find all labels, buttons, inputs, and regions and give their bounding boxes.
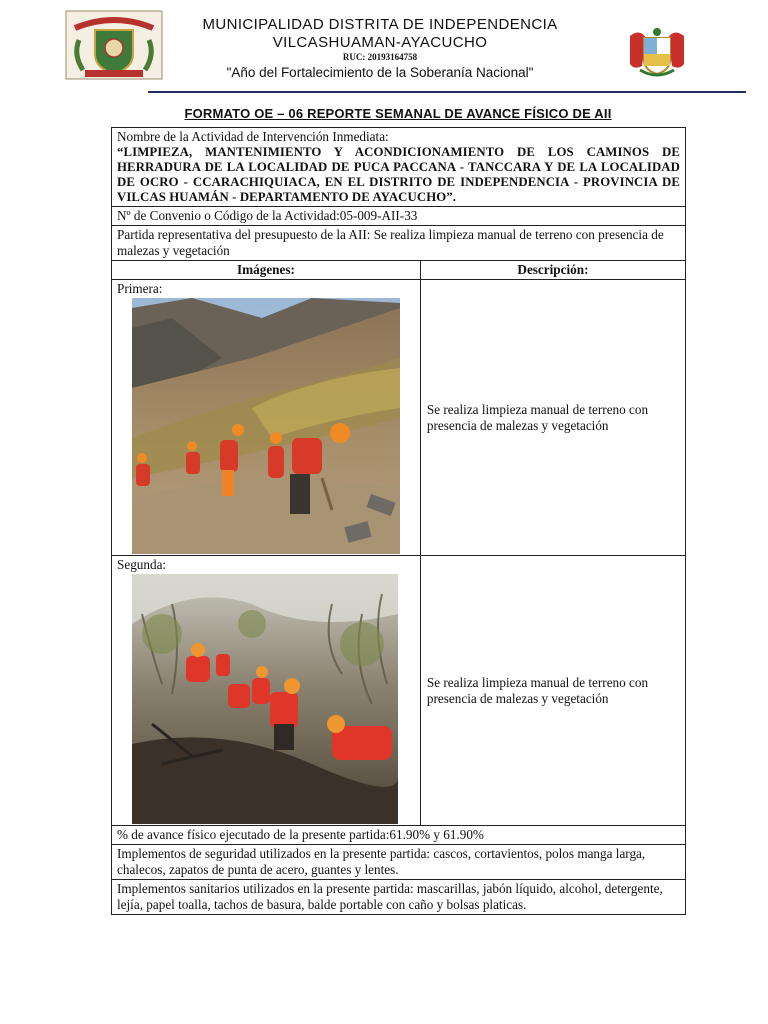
sanitarios-cell: Implementos sanitarios utilizados en la presente partida: mascarillas, jabón líquido, alcohol, detergente, lejía, papel toalla, tachos de basura, balde portable con caño y bolsas platicas. — [112, 880, 686, 915]
municipality-name: MUNICIPALIDAD DISTRITA DE INDEPENDENCIA — [202, 16, 558, 33]
sanitarios-row — [112, 880, 686, 915]
partida-row — [112, 226, 686, 261]
image-cell-second — [112, 556, 421, 826]
image-row-first — [112, 280, 686, 556]
format-title: FORMATO OE – 06 REPORTE SEMANAL DE AVANCE FÍSICO DE AII — [184, 106, 612, 121]
convenio-cell: Nº de Convenio o Código de la Actividad:05-009-AII-33 — [112, 207, 686, 226]
partida-cell: Partida representativa del presupuesto de la AII: Se realiza limpieza manual de terreno con presencia de malezas y vegetación — [112, 226, 686, 261]
column-header-row — [112, 261, 686, 280]
activity-label: Nombre de la Actividad de Intervención Inmediata: — [117, 129, 389, 144]
worksite-photo-first — [132, 298, 400, 554]
municipality-location: VILCASHUAMAN-AYACUCHO — [272, 34, 488, 51]
year-motto: "Año del Fortalecimiento de la Soberanía Nacional" — [226, 65, 534, 80]
seguridad-cell: Implementos de seguridad utilizados en la presente partida: cascos, cortavientos, polos manga larga, chalecos, zapatos de punta de acero, guantes y lentes. — [112, 845, 686, 880]
image-cell-first — [112, 280, 421, 556]
activity-name: “LIMPIEZA, MANTENIMIENTO Y ACONDICIONAMIENTO DE LOS CAMINOS DE HERRADURA DE LA LOCALIDAD DE PUCA PACCANA - TANCCARA Y DE LA LOCALIDAD DE OCRO - CCARACHIQUIACA, EN EL DISTRITO DE INDEPENDENCIA - PROVINCIA DE VILCAS HUAMÁN - DEPARTAMENTO DE AYACUCHO”. — [117, 145, 680, 204]
seguridad-row — [112, 845, 686, 880]
image-row-second — [112, 556, 686, 826]
municipal-seal-icon — [65, 10, 163, 80]
avance-cell: % de avance físico ejecutado de la presente partida:61.90% y 61.90% — [112, 826, 686, 845]
document-header — [60, 8, 708, 88]
description-column-header: Descripción: — [420, 261, 685, 280]
description-cell-second: Se realiza limpieza manual de terreno con presencia de malezas y vegetación — [420, 556, 685, 826]
worksite-photo-second — [132, 574, 398, 824]
images-column-header: Imágenes: — [112, 261, 421, 280]
description-cell-first: Se realiza limpieza manual de terreno con presencia de malezas y vegetación — [420, 280, 685, 556]
ruc-number: RUC: 20193164758 — [342, 52, 418, 62]
header-text — [170, 16, 590, 82]
activity-row — [112, 128, 686, 207]
header-divider — [148, 91, 746, 93]
avance-row — [112, 826, 686, 845]
report-table — [111, 127, 686, 915]
image-label-first: Primera: — [117, 281, 163, 296]
activity-cell — [112, 128, 686, 207]
peru-coat-of-arms-icon — [626, 24, 688, 80]
image-label-second: Segunda: — [117, 557, 167, 572]
convenio-row — [112, 207, 686, 226]
